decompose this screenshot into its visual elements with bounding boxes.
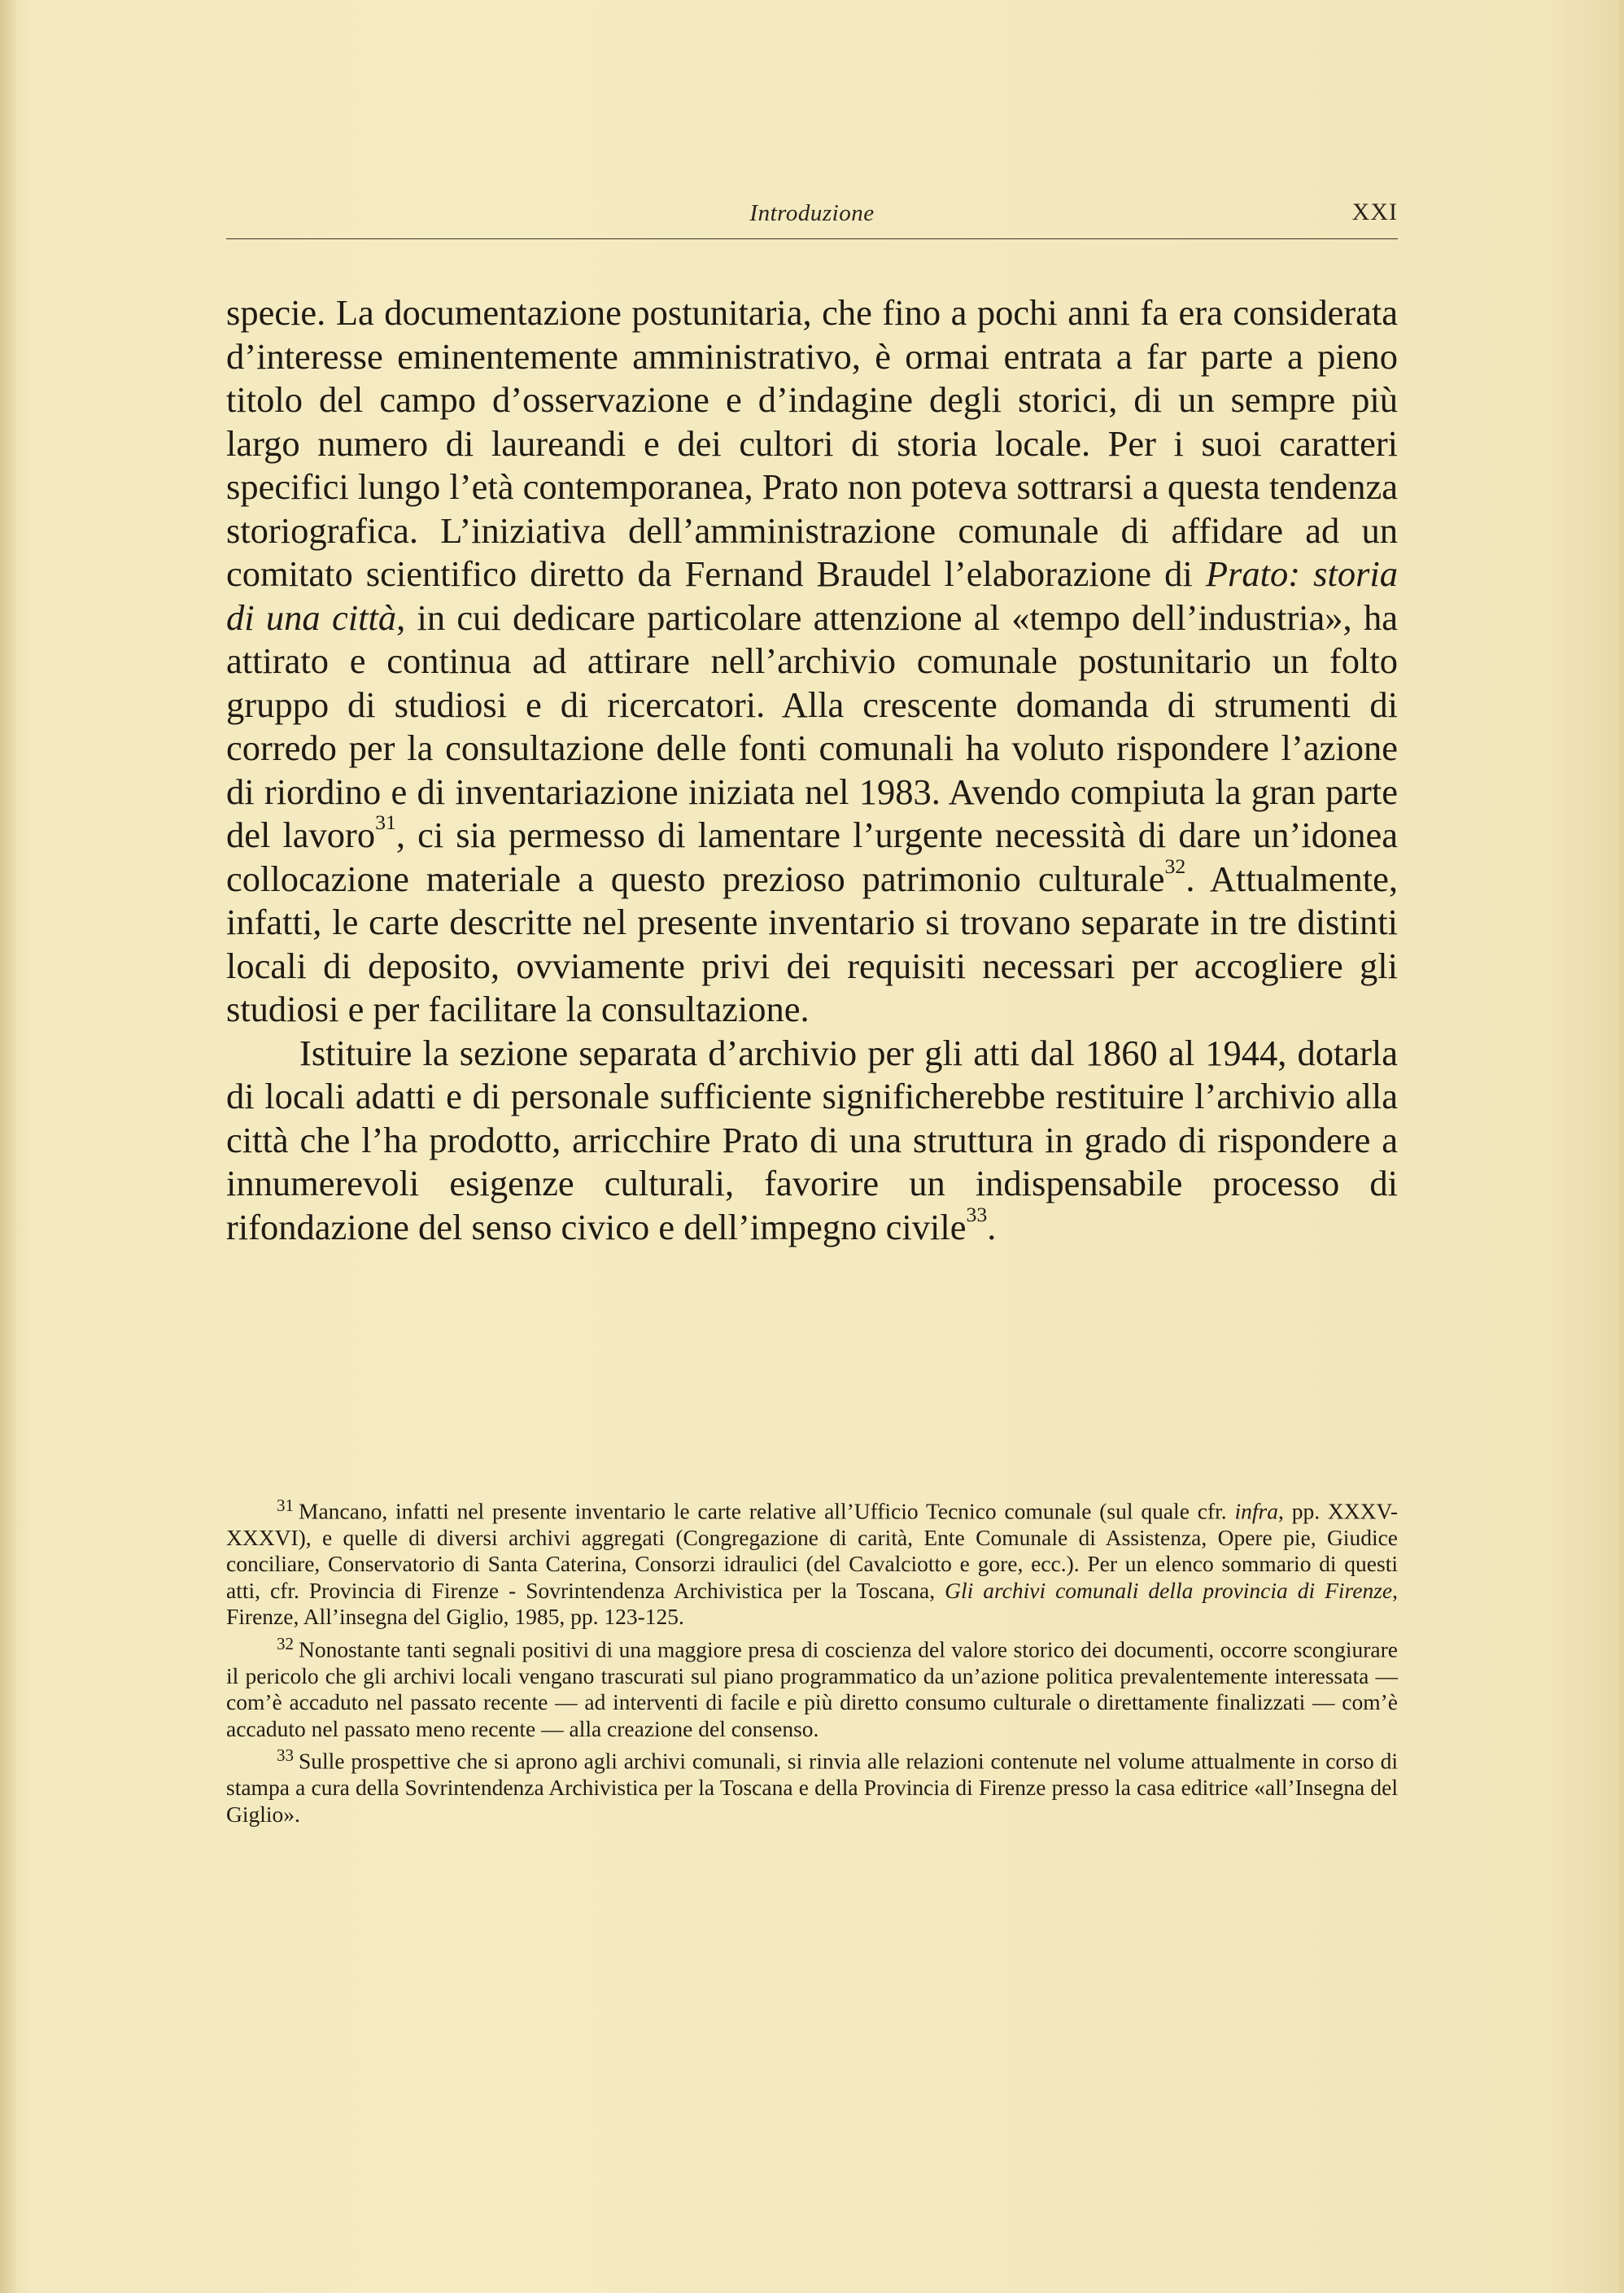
header-rule bbox=[226, 238, 1398, 239]
footnote-32 bbox=[226, 1631, 1398, 1742]
page-gutter-shadow bbox=[0, 0, 18, 2293]
paragraph-1-part-b: , in cui dedicare particolare attenzione al «tempo dell’industria», ha attirato e continua ad attirare nell’archivio comunale postunitario un folto gruppo di studiosi e di ricercatori. Alla crescente domanda di strumenti di corredo per la consultazione delle fonti comunali ha voluto rispondere l’azione di riordino e di inventariazione iniziata nel 1983. Avendo compiuta la gran parte del lavoro bbox=[226, 596, 1398, 855]
book-title-prato: Prato: storia di una città bbox=[226, 553, 1398, 638]
running-head bbox=[226, 195, 1398, 238]
footnote-33-text: Sulle prospettive che si aprono agli archivi comunali, si rinvia alle relazioni contenute nel volume attualmente in corso di stampa a cura della Sovrintendenza Archivistica per la Toscana e della Provincia di Firenze presso la casa editrice «all’Insegna del Giglio». bbox=[226, 1748, 1398, 1827]
footnote-31-part-a: Mancano, infatti nel presente inventario le carte relative all’Ufficio Tecnico comunale (sul quale cfr. bbox=[299, 1498, 1235, 1524]
paragraph-2-part-b: . bbox=[987, 1206, 997, 1247]
paragraph-1-part-d: . Attualmente, infatti, le carte descritte nel presente inventario si trovano separate in tre distinti locali di deposito, ovviamente privi dei requisiti necessari per accogliere gli studiosi e per facilitare la consultazione. bbox=[226, 858, 1398, 1029]
paragraph-2-part-a: Istituire la sezione separata d’archivio per gli atti dal 1860 al 1944, dotarla di locali adatti e di personale sufficiente significherebbe restituire l’archivio alla città che l’ha prodotto, arricchire Prato di una struttura in grado di rispondere a innumerevoli esigenze culturali, favorire un indispensabile processo di rifondazione del senso civico e dell’impegno civile bbox=[226, 1032, 1398, 1247]
page-number: XXI bbox=[1351, 199, 1398, 225]
footnote-32-text: Nonostante tanti segnali positivi di una maggiore presa di coscienza del valore storico dei documenti, occorre scongiurare il pericolo che gli archivi locali vengano trascurati sul piano programmatico da un’azione politica prevalentemente interessata — com’è accaduto nel passato recente — ad interventi di facile e più diretto consumo culturale o direttamente finalizzati — com’è accaduto nel passato meno recente — alla creazione del consenso. bbox=[226, 1636, 1398, 1741]
footnote-ref-32: 32 bbox=[1164, 854, 1186, 878]
footnote-31-part-c: , Firenze, All’insegna del Giglio, 1985, pp. 123-125. bbox=[226, 1577, 1398, 1630]
footnote-31-book-title: Gli archivi comunali della provincia di Firenze bbox=[945, 1577, 1393, 1603]
footnote-ref-33: 33 bbox=[966, 1202, 988, 1226]
running-title: Introduzione bbox=[749, 200, 875, 226]
footnote-number-33: 33 bbox=[277, 1745, 294, 1766]
paragraph-2 bbox=[226, 1032, 1398, 1250]
footnote-31 bbox=[226, 1492, 1398, 1631]
paragraph-1 bbox=[226, 291, 1398, 1032]
footnote-number-31: 31 bbox=[277, 1496, 294, 1515]
page-edge bbox=[1619, 0, 1624, 2293]
footnote-33 bbox=[226, 1742, 1398, 1828]
footnote-31-infra: infra bbox=[1234, 1498, 1278, 1524]
main-text bbox=[226, 291, 1398, 1249]
footnote-ref-31: 31 bbox=[375, 810, 396, 835]
footnotes bbox=[226, 1492, 1398, 1828]
paragraph-1-part-c: , ci sia permesso di lamentare l’urgente necessità di dare un’idonea collocazione materiale a questo prezioso patrimonio culturale bbox=[226, 815, 1398, 899]
paragraph-1-part-a: specie. La documentazione postunitaria, che fino a pochi anni fa era considerata d’interesse eminentemente amministrativo, è ormai entrata a far parte a pieno titolo del campo d’osservazione e d’indagine degli storici, di un sempre più largo numero di laureandi e dei cultori di storia locale. Per i suoi caratteri specifici lungo l’età contemporanea, Prato non poteva sottrarsi a questa tendenza storiografica. L’iniziativa dell’amministrazione comunale di affidare ad un comitato scientifico diretto da Fernand Braudel l’elaborazione di bbox=[226, 292, 1398, 594]
footnote-number-32: 32 bbox=[277, 1633, 294, 1653]
footnote-31-part-b: , pp. XXXV-XXXVI), e quelle di diversi archivi aggregati (Congregazione di carità, Ente Comunale di Assistenza, Opere pie, Giudice conciliare, Conservatorio di Santa Caterina, Consorzi idraulici (del Cavalciotto e gore, ecc.). Per un elenco sommario di questi atti, cfr. Provincia di Firenze - Sovrintendenza Archivistica per la Toscana, bbox=[226, 1498, 1398, 1603]
